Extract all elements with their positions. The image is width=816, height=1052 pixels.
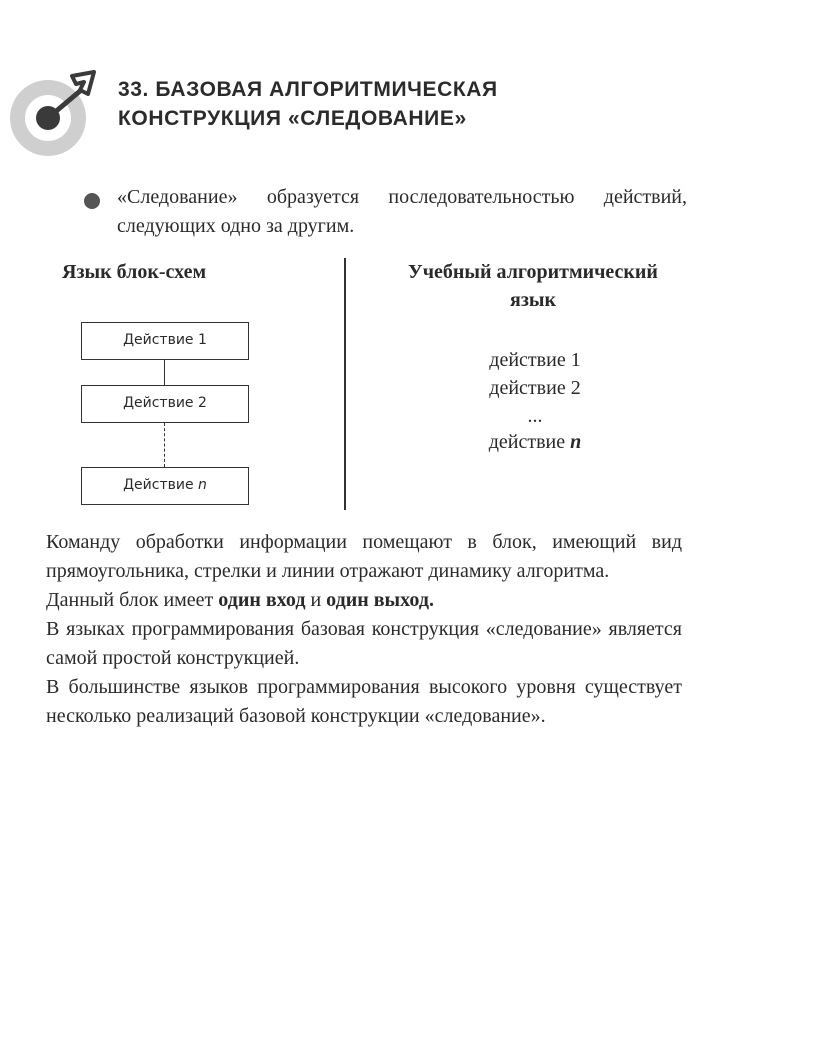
paragraph-2-mid: и	[305, 589, 327, 611]
bullet-icon	[84, 193, 100, 209]
flowchart-column-header: Язык блок-схем	[62, 261, 207, 283]
flowchart-box-action-1: Действие 1	[81, 322, 249, 360]
flowchart-connector-line	[164, 360, 165, 385]
body-text	[46, 528, 682, 731]
algorithmic-language-column-header: Учебный алгоритмический язык	[408, 261, 658, 311]
paragraph-2	[46, 586, 682, 615]
paragraph-1: Команду обработки информации помещают в блок, имеющий вид прямоугольника, стрелки и линии отражают динамику алгоритма.	[46, 531, 682, 582]
section-title-line2: КОНСТРУКЦИЯ «СЛЕДОВАНИЕ»	[118, 107, 467, 130]
definition-text: «Следование» образуется последовательностью действий, следующих одно за другим.	[117, 186, 687, 237]
paragraph-4: В большинстве языков программирования высокого уровня существует несколько реализаций базовой конструкции «следование».	[46, 676, 682, 727]
algorithm-line-n	[440, 428, 630, 456]
algorithm-line-1: действие 1	[489, 349, 581, 371]
flowchart-box-action-n	[81, 467, 249, 505]
flowchart-box-action-n-label: Действие	[123, 477, 199, 493]
paragraph-2-start: Данный блок имеет	[46, 589, 219, 611]
algorithm-line-2: действие 2	[489, 377, 581, 399]
flowchart-dashed-connector	[164, 423, 165, 467]
flowchart-box-action-2: Действие 2	[81, 385, 249, 423]
algorithm-line-n-var: n	[570, 431, 582, 453]
paragraph-3: В языках программирования базовая конструкция «следование» является самой простой конструкцией.	[46, 618, 682, 669]
algorithm-ellipsis: ...	[527, 405, 543, 427]
flowchart-box-action-n-var: n	[198, 477, 207, 493]
target-arrow-icon	[8, 64, 108, 164]
section-title-line1: 33. БАЗОВАЯ АЛГОРИТМИЧЕСКАЯ	[118, 78, 498, 101]
section-title	[118, 75, 498, 133]
paragraph-2-bold-output: один выход.	[326, 589, 434, 611]
paragraph-2-bold-input: один вход	[218, 589, 306, 611]
column-divider	[344, 258, 346, 510]
algorithm-line-n-label: действие	[488, 431, 571, 453]
